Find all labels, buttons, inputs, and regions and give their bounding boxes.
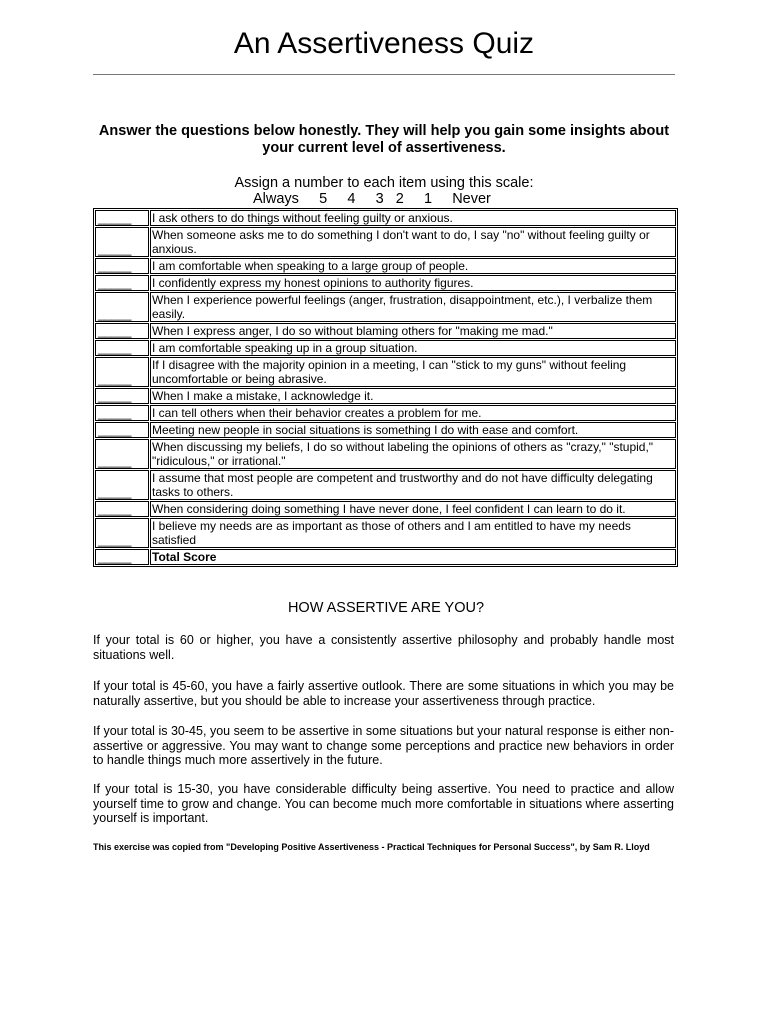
quiz-item: I believe my needs are as important as those of others and I am entitled to have my needs satisfied bbox=[150, 518, 676, 548]
score-blank[interactable]: _____ bbox=[95, 388, 149, 404]
quiz-row bbox=[95, 422, 676, 438]
score-blank[interactable]: _____ bbox=[95, 210, 149, 226]
scale-label-3: 3 bbox=[375, 191, 384, 207]
quiz-item: Meeting new people in social situations is something I do with ease and comfort. bbox=[150, 422, 676, 438]
quiz-item: When considering doing something I have never done, I feel confident I can learn to do it. bbox=[150, 501, 676, 517]
quiz-item: When I make a mistake, I acknowledge it. bbox=[150, 388, 676, 404]
scale-label-always: Always bbox=[253, 191, 299, 207]
results-heading: HOW ASSERTIVE ARE YOU? bbox=[287, 600, 485, 616]
quiz-item: I am comfortable speaking up in a group situation. bbox=[150, 340, 676, 356]
quiz-item: I confidently express my honest opinions to authority figures. bbox=[150, 275, 676, 291]
scale-label-2: 2 bbox=[395, 191, 404, 207]
score-blank[interactable]: _____ bbox=[95, 518, 149, 548]
page-title: An Assertiveness Quiz bbox=[233, 27, 535, 60]
quiz-item: When I express anger, I do so without blaming others for "making me mad." bbox=[150, 323, 676, 339]
quiz-item: When someone asks me to do something I don't want to do, I say "no" without feeling guilty or anxious. bbox=[150, 227, 676, 257]
quiz-row bbox=[95, 388, 676, 404]
score-blank[interactable]: _____ bbox=[95, 357, 149, 387]
score-blank[interactable]: _____ bbox=[95, 501, 149, 517]
score-blank[interactable]: _____ bbox=[95, 405, 149, 421]
total-score-blank[interactable]: _____ bbox=[95, 549, 149, 565]
scale-instruction: Assign a number to each item using this scale: bbox=[234, 175, 534, 191]
scale-label-1: 1 bbox=[423, 191, 433, 207]
quiz-item: I ask others to do things without feeling guilty or anxious. bbox=[150, 210, 676, 226]
quiz-row bbox=[95, 292, 676, 322]
total-row bbox=[95, 549, 676, 565]
quiz-row bbox=[95, 405, 676, 421]
quiz-row bbox=[95, 357, 676, 387]
quiz-row bbox=[95, 501, 676, 517]
score-blank[interactable]: _____ bbox=[95, 227, 149, 257]
scale-label-never: Never bbox=[452, 191, 491, 207]
quiz-item: I am comfortable when speaking to a large group of people. bbox=[150, 258, 676, 274]
result-15-30: If your total is 15-30, you have considerable difficulty being assertive. You need to practice and allow yourself time to grow and change. You can become much more comfortable in situations where asserting yourself is important. bbox=[93, 782, 674, 825]
quiz-row bbox=[95, 258, 676, 274]
quiz-row bbox=[95, 439, 676, 469]
quiz-table bbox=[93, 208, 678, 567]
quiz-row bbox=[95, 275, 676, 291]
score-blank[interactable]: _____ bbox=[95, 422, 149, 438]
source-credit: This exercise was copied from "Developing Positive Assertiveness - Practical Techniques for Personal Success", by Sam R. Lloyd bbox=[93, 842, 650, 852]
quiz-item: When I experience powerful feelings (anger, frustration, disappointment, etc.), I verbalize them easily. bbox=[150, 292, 676, 322]
score-blank[interactable]: _____ bbox=[95, 275, 149, 291]
total-score-label: Total Score bbox=[150, 549, 676, 565]
quiz-row bbox=[95, 323, 676, 339]
score-blank[interactable]: _____ bbox=[95, 323, 149, 339]
quiz-item: I assume that most people are competent and trustworthy and do not have difficulty delegating tasks to others. bbox=[150, 470, 676, 500]
quiz-row bbox=[95, 340, 676, 356]
result-60-plus: If your total is 60 or higher, you have a consistently assertive philosophy and probably handle most situations well. bbox=[93, 633, 674, 662]
result-45-60: If your total is 45-60, you have a fairly assertive outlook. There are some situations in which you may be naturally assertive, but you should be able to increase your assertiveness through practice. bbox=[93, 679, 674, 708]
scale-legend bbox=[253, 191, 491, 208]
scale-label-5: 5 bbox=[319, 191, 328, 207]
score-blank[interactable]: _____ bbox=[95, 292, 149, 322]
result-30-45: If your total is 30-45, you seem to be assertive in some situations but your natural response is either non-assertive or aggressive. You may want to change some perceptions and practice new behaviors in order to handle things much more assertively in the future. bbox=[93, 724, 674, 767]
score-blank[interactable]: _____ bbox=[95, 340, 149, 356]
intro-text: Answer the questions below honestly. They will help you gain some insights about your current level of assertiveness. bbox=[98, 123, 670, 156]
score-blank[interactable]: _____ bbox=[95, 439, 149, 469]
score-blank[interactable]: _____ bbox=[95, 470, 149, 500]
quiz-row bbox=[95, 210, 676, 226]
quiz-row bbox=[95, 227, 676, 257]
scale-label-4: 4 bbox=[347, 191, 356, 207]
quiz-row bbox=[95, 470, 676, 500]
title-divider bbox=[93, 74, 675, 75]
quiz-item: When discussing my beliefs, I do so without labeling the opinions of others as "crazy," "stupid," "ridiculous," or irrational." bbox=[150, 439, 676, 469]
quiz-item: If I disagree with the majority opinion in a meeting, I can "stick to my guns" without feeling uncomfortable or being abrasive. bbox=[150, 357, 676, 387]
quiz-item: I can tell others when their behavior creates a problem for me. bbox=[150, 405, 676, 421]
quiz-row bbox=[95, 518, 676, 548]
score-blank[interactable]: _____ bbox=[95, 258, 149, 274]
